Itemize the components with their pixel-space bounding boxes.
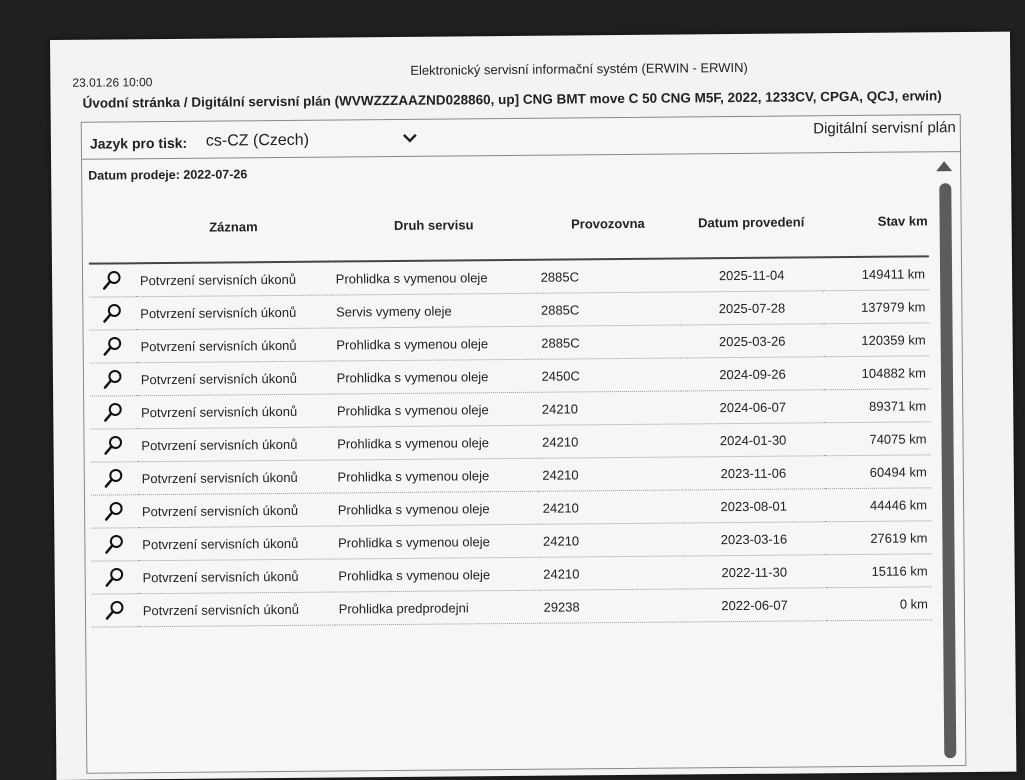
column-header-icon (88, 206, 135, 248)
cell-datum-provedeni: 2024-01-30 (681, 423, 825, 457)
cell-stav-km: 0 km (826, 587, 932, 621)
cell-druh-servisu: Prohlidka s vymenou oleje (334, 557, 539, 592)
print-timestamp: 23.01.26 10:00 (72, 75, 153, 90)
cell-druh-servisu: Prohlidka s vymenou oleje (332, 359, 537, 394)
cell-zaznam: Potvrzení servisních úkonů (136, 262, 332, 297)
cell-datum-provedeni: 2025-07-28 (680, 291, 824, 325)
cell-datum-provedeni: 2024-09-26 (681, 357, 825, 391)
cell-zaznam: Potvrzení servisních úkonů (138, 559, 334, 594)
cell-zaznam: Potvrzení servisních úkonů (138, 526, 334, 561)
magnifier-icon[interactable] (101, 269, 123, 291)
cell-provozovna: 24210 (539, 490, 683, 524)
column-header-stav-km[interactable]: Stav km (877, 212, 928, 229)
language-select[interactable] (202, 128, 422, 154)
cell-druh-servisu: Prohlidka s vymenou oleje (333, 425, 538, 460)
column-header-datum-provedeni[interactable]: Datum provedení (698, 213, 805, 230)
cell-datum-provedeni: 2022-06-07 (683, 588, 827, 622)
magnifier-icon[interactable] (104, 533, 126, 555)
language-label: Jazyk pro tisk: (89, 134, 188, 152)
cell-provozovna: 2885C (537, 325, 681, 359)
language-row (82, 115, 960, 160)
cell-stav-km: 74075 km (825, 422, 931, 456)
cell-druh-servisu: Prohlidka s vymenou oleje (334, 491, 539, 526)
cell-druh-servisu: Prohlidka s vymenou oleje (334, 524, 539, 559)
cell-stav-km: 89371 km (824, 389, 930, 423)
system-title: Elektronický servisní informační systém (ERWIN - ERWIN) (410, 59, 748, 78)
cell-druh-servisu: Prohlidka predprodejni (335, 590, 540, 625)
scrollbar-thumb[interactable] (939, 183, 956, 758)
cell-datum-provedeni: 2022-11-30 (682, 555, 826, 589)
cell-provozovna: 24210 (538, 457, 682, 491)
cell-druh-servisu: Prohlidka s vymenou oleje (332, 326, 537, 361)
cell-stav-km: 137979 km (823, 290, 929, 324)
vertical-scrollbar[interactable] (936, 161, 957, 761)
cell-zaznam: Potvrzení servisních úkonů (137, 394, 333, 429)
magnifier-icon[interactable] (103, 467, 125, 489)
cell-druh-servisu: Servis vymeny oleje (332, 293, 537, 328)
cell-druh-servisu: Prohlidka s vymenou oleje (333, 458, 538, 493)
cell-provozovna: 24210 (538, 391, 682, 425)
cell-provozovna: 24210 (538, 424, 682, 458)
magnifier-icon[interactable] (104, 566, 126, 588)
cell-provozovna: 2885C (537, 292, 681, 326)
magnifier-icon[interactable] (103, 500, 125, 522)
cell-zaznam: Potvrzení servisních úkonů (139, 592, 335, 627)
cell-stav-km: 120359 km (824, 323, 930, 357)
cell-datum-provedeni: 2023-11-06 (682, 456, 826, 490)
cell-stav-km: 27619 km (825, 521, 931, 555)
cell-zaznam: Potvrzení servisních úkonů (138, 460, 334, 495)
cell-druh-servisu: Prohlidka s vymenou oleje (333, 392, 538, 427)
table-header-row (88, 199, 928, 248)
cell-zaznam: Potvrzení servisních úkonů (137, 361, 333, 396)
cell-provozovna: 24210 (539, 523, 683, 557)
cell-stav-km: 15116 km (826, 554, 932, 588)
sale-date: Datum prodeje: 2022-07-26 (88, 167, 248, 183)
magnifier-icon[interactable] (102, 368, 124, 390)
chevron-down-icon[interactable] (402, 132, 418, 144)
magnifier-icon[interactable] (103, 434, 125, 456)
cell-datum-provedeni: 2024-06-07 (681, 390, 825, 424)
cell-stav-km: 104882 km (824, 356, 930, 390)
cell-stav-km: 44446 km (825, 488, 931, 522)
cell-stav-km: 60494 km (825, 455, 931, 489)
cell-datum-provedeni: 2023-03-16 (682, 522, 826, 556)
scroll-up-arrow-icon[interactable] (936, 161, 952, 171)
printed-page (50, 32, 1016, 780)
magnifier-icon[interactable] (102, 302, 124, 324)
cell-provozovna: 2450C (537, 358, 681, 392)
cell-stav-km: 149411 km (823, 256, 929, 290)
cell-datum-provedeni: 2023-08-01 (682, 489, 826, 523)
language-selected-value: cs-CZ (Czech) (205, 131, 310, 150)
cell-zaznam: Potvrzení servisních úkonů (136, 295, 332, 330)
column-header-druh-servisu[interactable]: Druh servisu (393, 216, 474, 233)
service-plan-frame (81, 114, 967, 774)
cell-druh-servisu: Prohlidka s vymenou oleje (332, 260, 537, 295)
service-history-table (88, 199, 932, 627)
cell-datum-provedeni: 2025-03-26 (680, 324, 824, 358)
page-title: Digitální servisní plán (813, 119, 956, 138)
cell-provozovna: 24210 (539, 556, 683, 590)
breadcrumb[interactable]: Úvodní stránka / Digitální servisní plán (WVWZZZAAZND028860, up] CNG BMT move C 50 CNG M5F, 2022, 1233CV, CPGA, QCJ, erwin) (82, 88, 942, 111)
column-header-provozovna[interactable]: Provozovna (570, 215, 645, 231)
magnifier-icon[interactable] (104, 599, 126, 621)
cell-provozovna: 2885C (537, 259, 681, 294)
cell-datum-provedeni: 2025-11-04 (680, 257, 824, 292)
column-header-zaznam[interactable]: Záznam (209, 218, 258, 235)
cell-zaznam: Potvrzení servisních úkonů (137, 427, 333, 462)
table-row[interactable] (92, 587, 932, 627)
magnifier-icon[interactable] (102, 335, 124, 357)
cell-provozovna: 29238 (539, 589, 683, 623)
cell-zaznam: Potvrzení servisních úkonů (136, 328, 332, 363)
magnifier-icon[interactable] (103, 401, 125, 423)
cell-zaznam: Potvrzení servisních úkonů (138, 493, 334, 528)
